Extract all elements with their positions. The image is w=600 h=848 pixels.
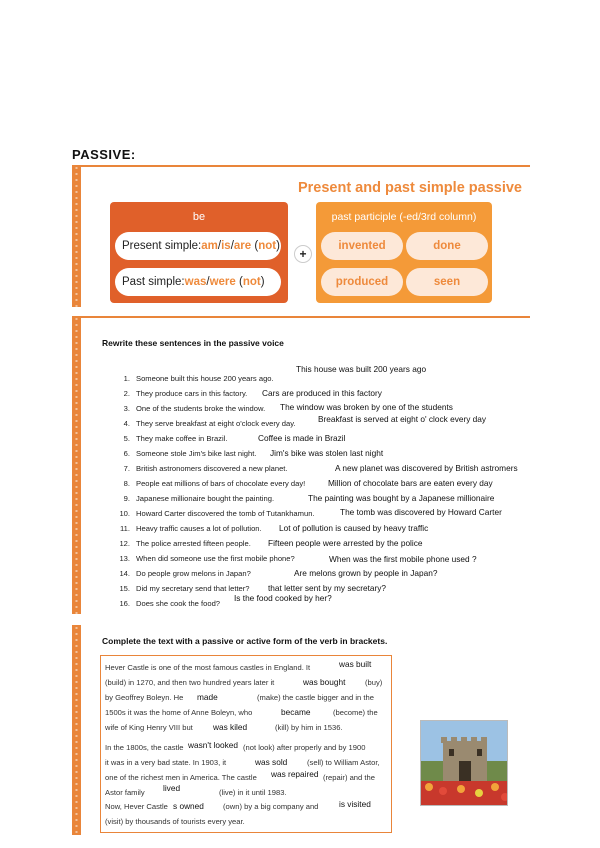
form-was: was — [184, 276, 207, 288]
question-text: Did my secretary send that letter? — [136, 584, 250, 593]
answer-fill: wasn't looked — [188, 740, 239, 750]
be-box — [110, 202, 288, 303]
question-row — [115, 374, 274, 383]
answer-fill: lived — [163, 783, 181, 793]
present-neg: not — [258, 240, 277, 252]
question-row — [115, 584, 250, 593]
be-label: be — [192, 211, 206, 223]
question-number: 1. — [123, 374, 130, 383]
answer-fill: was kiled — [213, 722, 248, 732]
question-number: 8. — [123, 479, 130, 488]
reading-text-box — [100, 655, 392, 833]
answer-fill: became — [281, 707, 311, 717]
question-text: Someone stole Jim's bike last night. — [136, 449, 257, 458]
question-text: People eat millions of bars of chocolate every day! — [136, 479, 306, 488]
question-number: 16. — [119, 599, 130, 608]
text-line: (own) by a big company and — [223, 802, 319, 811]
past-neg: not — [242, 276, 261, 288]
text-line: by Geoffrey Boleyn. He — [105, 693, 184, 702]
past-simple-label: Past simple: — [122, 276, 185, 288]
text-line: Now, Hever Castle — [105, 802, 168, 811]
text-line: Astor family — [105, 788, 145, 797]
text-line: (kill) by him in 1536. — [275, 723, 343, 732]
answer-text: Million of chocolate bars are eaten every day — [328, 478, 493, 488]
answer-fill: was sold — [255, 757, 288, 767]
question-text: British astronomers discovered a new planet. — [136, 464, 288, 473]
present-simple-label: Present simple: — [122, 240, 202, 252]
question-text: They serve breakfast at eight o'clock every day. — [136, 419, 296, 428]
question-text: They produce cars in this factory. — [136, 389, 248, 398]
question-number: 5. — [123, 434, 130, 443]
answer-fill: was built — [339, 659, 372, 669]
text-line: (buy) — [365, 678, 383, 687]
top-rule — [81, 316, 530, 318]
text-line: Hever Castle is one of the most famous castles in England. It — [105, 663, 311, 672]
castle-illustration — [421, 721, 508, 806]
question-number: 13. — [119, 554, 130, 563]
question-row — [115, 509, 315, 518]
question-number: 10. — [119, 509, 130, 518]
question-number: 6. — [123, 449, 130, 458]
answer-text: A new planet was discovered by British astromers — [335, 463, 518, 473]
text-line: (not look) after properly and by 1900 — [243, 743, 366, 752]
text-line: wife of King Henry VIII but — [105, 723, 193, 732]
exercise-complete-panel — [72, 625, 530, 835]
answer-text: When was the first mobile phone used ? — [329, 554, 477, 564]
answer-text: Jim's bike was stolen last night — [270, 448, 384, 458]
pp-label: past participle (-ed/3rd column) — [331, 211, 477, 223]
text-line: (repair) and the — [323, 773, 375, 782]
castle-photo — [420, 720, 508, 806]
answer-text: Breakfast is served at eight o' clock every day — [318, 414, 487, 424]
text-line: (live) in it until 1983. — [219, 788, 287, 797]
question-number: 7. — [123, 464, 130, 473]
text-line: one of the richest men in America. The castle — [105, 773, 257, 782]
exercise2-title: Complete the text with a passive or active form of the verb in brackets. — [102, 636, 388, 646]
question-row — [115, 479, 305, 488]
question-row — [115, 569, 251, 578]
question-number: 11. — [120, 524, 130, 533]
question-row — [115, 389, 247, 398]
answer-fill: was repaired — [271, 769, 319, 779]
text-line: (sell) to William Astor, — [307, 758, 380, 767]
answer-fill: was bought — [303, 677, 346, 687]
participle-seen: seen — [406, 268, 488, 296]
question-number: 14. — [119, 569, 130, 578]
question-row — [115, 434, 227, 443]
answer-fill: made — [197, 692, 218, 702]
question-number: 15. — [119, 584, 130, 593]
question-text: Heavy traffic causes a lot of pollution. — [136, 524, 262, 533]
question-number: 9. — [123, 494, 130, 503]
text-line: 1500s it was the home of Anne Boleyn, who — [105, 708, 253, 717]
question-row — [115, 494, 274, 503]
answer-text: The tomb was discovered by Howard Carter — [340, 507, 502, 517]
question-text: One of the students broke the window. — [136, 404, 266, 413]
question-row — [115, 539, 251, 548]
answer-text: Is the food cooked by her? — [234, 593, 332, 603]
participle-done: done — [406, 232, 488, 260]
question-row — [115, 524, 262, 533]
dotted-border — [72, 165, 81, 307]
text-line: In the 1800s, the castle — [105, 743, 184, 752]
form-is: is — [221, 240, 231, 252]
text-line: (make) the castle bigger and in the — [257, 693, 374, 702]
question-row — [115, 449, 256, 458]
form-were: were — [209, 276, 236, 288]
question-row — [115, 404, 265, 413]
exercise-rewrite-panel — [72, 316, 530, 614]
question-row — [115, 554, 295, 563]
question-number: 2. — [123, 389, 130, 398]
question-text: Someone built this house 200 years ago. — [136, 374, 274, 383]
question-row — [115, 419, 296, 428]
participle-produced: produced — [321, 268, 403, 296]
past-participle-box — [316, 202, 492, 303]
question-number: 4. — [123, 419, 130, 428]
grammar-panel — [72, 165, 530, 307]
question-text: The police arrested fifteen people. — [136, 539, 251, 548]
answer-text: Lot of pollution is caused by heavy traffic — [279, 523, 429, 533]
text-line: (build) in 1270, and then two hundred years later it — [105, 678, 275, 687]
present-simple-pill: Present simple: am / is / are ( not ) — [115, 232, 281, 260]
grammar-title: Present and past simple passive — [297, 180, 522, 196]
answer-text: Coffee is made in Brazil — [258, 433, 346, 443]
past-simple-pill: Past simple: was / were ( not ) — [115, 268, 281, 296]
answer-text: that letter sent by my secretary? — [268, 583, 387, 593]
answer-fill: is visited — [339, 799, 371, 809]
page-heading: PASSIVE: — [72, 147, 136, 162]
participle-invented: invented — [321, 232, 403, 260]
exercise1-title: Rewrite these sentences in the passive voice — [102, 338, 284, 348]
question-text: Japanese millionaire bought the painting. — [136, 494, 275, 503]
question-text: Does she cook the food? — [136, 599, 221, 608]
answer-text: This house was built 200 years ago — [296, 364, 427, 374]
question-text: When did someone use the first mobile phone? — [136, 554, 295, 563]
dotted-border — [72, 625, 81, 835]
text-line: (become) the — [333, 708, 378, 717]
answer-text: Fifteen people were arrested by the police — [268, 538, 423, 548]
answer-text: Are melons grown by people in Japan? — [294, 568, 438, 578]
question-number: 12. — [119, 539, 130, 548]
question-row — [115, 464, 288, 473]
text-line: it was in a very bad state. In 1903, it — [105, 758, 227, 767]
answer-fill: s owned — [173, 801, 204, 811]
top-rule — [81, 165, 530, 167]
question-text: Do people grow melons in Japan? — [136, 569, 251, 578]
answer-text: Cars are produced in this factory — [262, 388, 382, 398]
plus-icon: + — [294, 245, 312, 263]
answer-text: The window was broken by one of the students — [280, 402, 453, 412]
answer-text: The painting was bought by a Japanese millionaire — [308, 493, 495, 503]
question-text: Howard Carter discovered the tomb of Tutankhamun. — [136, 509, 315, 518]
dotted-border — [72, 316, 81, 614]
form-am: am — [201, 240, 218, 252]
question-row — [115, 599, 220, 608]
question-text: They make coffee in Brazil. — [136, 434, 228, 443]
question-number: 3. — [123, 404, 130, 413]
text-line: (visit) by thousands of tourists every year. — [105, 817, 245, 826]
form-are: are — [233, 240, 252, 252]
